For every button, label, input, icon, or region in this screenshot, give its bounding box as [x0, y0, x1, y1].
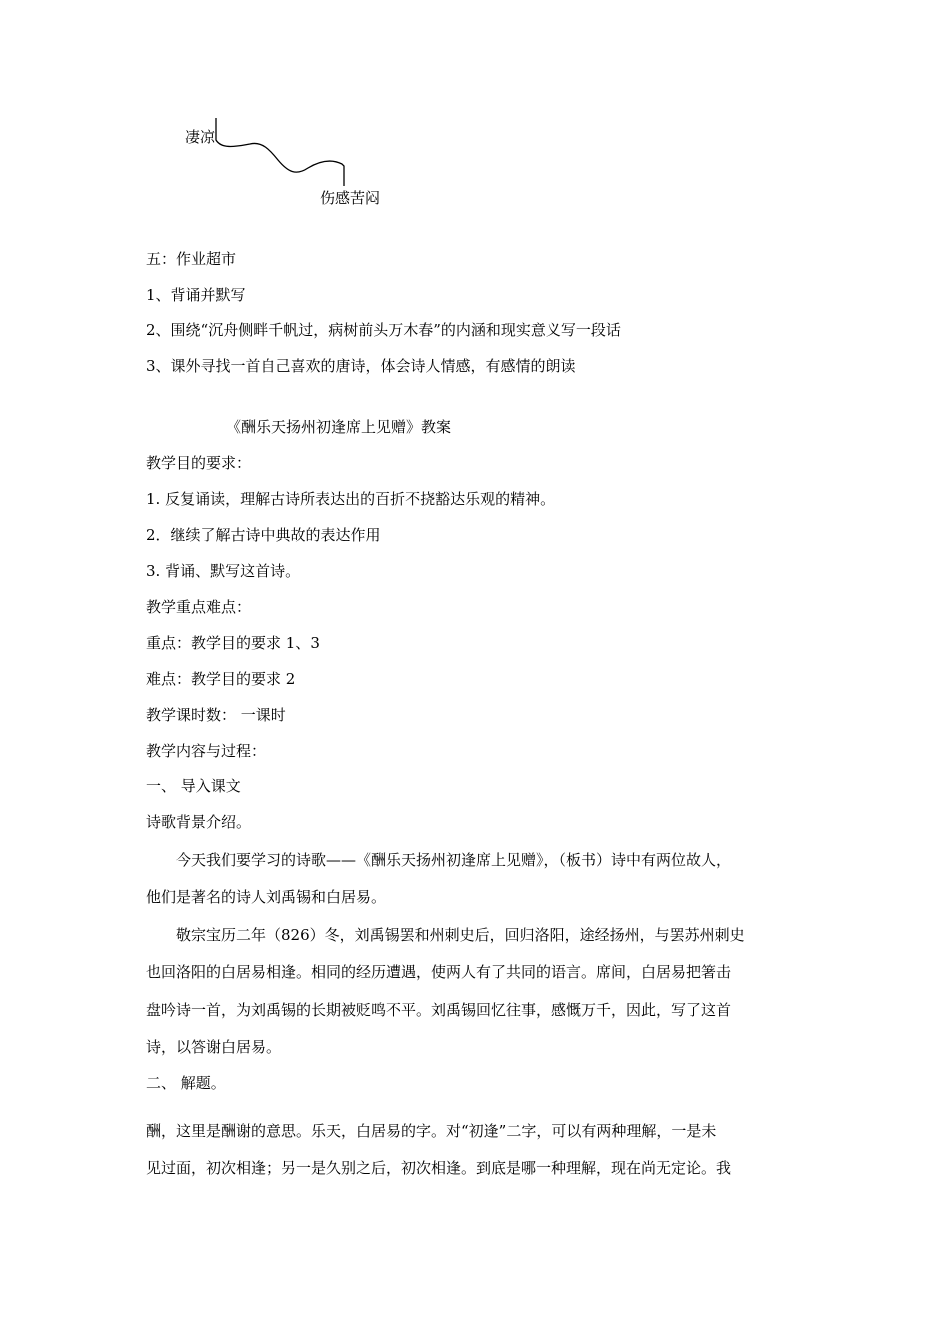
- goals-heading: 教学目的要求：: [146, 454, 252, 472]
- diagram-label-start: 凄凉: [185, 128, 216, 146]
- difficult-point: 难点：教学目的要求 2: [146, 670, 296, 688]
- goal-item: 2．继续了解古诗中典故的表达作用: [146, 526, 381, 544]
- homework-heading: 五：作业超市: [146, 250, 237, 268]
- paragraph-line: 也回洛阳的白居易相逢。相同的经历遭遇，使两人有了共同的语言。席间，白居易把箸击: [146, 963, 732, 981]
- homework-item: 2、围绕“沉舟侧畔千帆过，病树前头万木春”的内涵和现实意义写一段话: [146, 321, 621, 339]
- emotion-curve-diagram: [0, 0, 950, 230]
- paragraph-line: 他们是著名的诗人刘禹锡和白居易。: [146, 888, 387, 906]
- homework-item: 3、课外寻找一首自己喜欢的唐诗，体会诗人情感，有感情的朗读: [146, 357, 576, 375]
- emotion-curve-line: [216, 118, 344, 186]
- teaching-hours: 教学课时数： 一课时: [146, 706, 286, 724]
- paragraph-line: 敬宗宝历二年（826）冬，刘禹锡罢和州刺史后，回归洛阳，途经扬州，与罢苏州刺史: [176, 926, 745, 944]
- paragraph-line: 今天我们要学习的诗歌——《酬乐天扬州初逢席上见赠》，（板书）诗中有两位故人，: [176, 851, 732, 869]
- paragraph-line: 盘吟诗一首，为刘禹锡的长期被贬鸣不平。刘禹锡回忆往事，感慨万千，因此，写了这首: [146, 1001, 732, 1019]
- paragraph-line: 酬，这里是酬谢的意思。乐天，白居易的字。对“初逢”二字，可以有两种理解，一是未: [146, 1122, 717, 1140]
- section-subheading: 诗歌背景介绍。: [146, 813, 252, 831]
- paragraph-line: 见过面，初次相逢；另一是久别之后，初次相逢。到底是哪一种理解，现在尚无定论。我: [146, 1159, 732, 1177]
- goal-item: 3. 背诵、默写这首诗。: [146, 562, 301, 580]
- process-heading: 教学内容与过程：: [146, 742, 267, 760]
- homework-item: 1、背诵并默写: [146, 286, 246, 304]
- goal-item: 1. 反复诵读，理解古诗所表达出的百折不挠豁达乐观的精神。: [146, 490, 556, 508]
- diagram-label-end: 伤感苦闷: [320, 189, 381, 207]
- paragraph-line: 诗，以答谢白居易。: [146, 1038, 282, 1056]
- section-heading: 二、 解题。: [146, 1074, 226, 1092]
- key-heading: 教学重点难点：: [146, 598, 252, 616]
- plan-title: 《酬乐天扬州初逢席上见赠》教案: [226, 418, 452, 436]
- key-point: 重点：教学目的要求 1、3: [146, 634, 320, 652]
- section-heading: 一、 导入课文: [146, 777, 241, 795]
